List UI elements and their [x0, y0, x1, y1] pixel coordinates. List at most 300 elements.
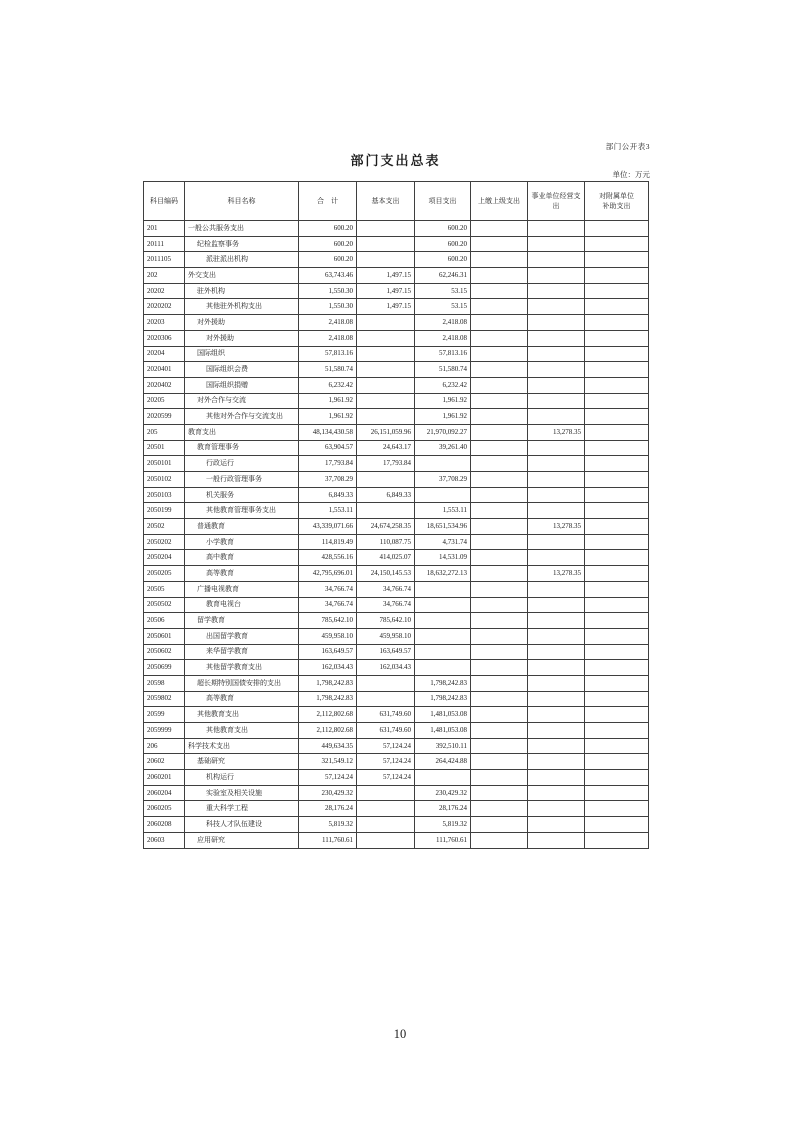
corner-table-label: 部门公开表3 [605, 142, 650, 151]
col-header-subsidy-label: 对附属单位补助支出 [599, 191, 634, 210]
cell-total: 17,793.84 [299, 456, 357, 472]
cell-upper-level-payment [471, 801, 528, 817]
cell-subsidy-to-affiliates [585, 550, 649, 566]
cell-project-expenditure: 18,632,272.13 [415, 566, 471, 582]
table-row [144, 628, 649, 644]
cell-operating-expenditure [528, 456, 585, 472]
cell-basic-expenditure [357, 832, 415, 848]
col-header-subject-code: 科目编码 [144, 182, 185, 221]
table-row [144, 738, 649, 754]
cell-total: 48,134,430.58 [299, 424, 357, 440]
cell-subject-name: 其他留学教育支出 [185, 660, 299, 676]
cell-basic-expenditure [357, 817, 415, 833]
cell-total: 1,961.92 [299, 393, 357, 409]
cell-project-expenditure: 14,531.09 [415, 550, 471, 566]
cell-total: 1,550.30 [299, 299, 357, 315]
expenditure-summary-table [143, 181, 649, 849]
cell-subject-code: 2060204 [144, 785, 185, 801]
cell-upper-level-payment [471, 660, 528, 676]
table-row [144, 299, 649, 315]
cell-subsidy-to-affiliates [585, 832, 649, 848]
cell-operating-expenditure [528, 707, 585, 723]
cell-subject-code: 2050699 [144, 660, 185, 676]
cell-subject-name: 来华留学教育 [185, 644, 299, 660]
cell-basic-expenditure: 57,124.24 [357, 770, 415, 786]
cell-subject-name: 其他对外合作与交流支出 [185, 409, 299, 425]
cell-basic-expenditure: 631,749.60 [357, 723, 415, 739]
cell-operating-expenditure [528, 315, 585, 331]
cell-basic-expenditure [357, 785, 415, 801]
cell-subject-name: 对外合作与交流 [185, 393, 299, 409]
cell-total: 785,642.10 [299, 613, 357, 629]
cell-subject-name: 派驻派出机构 [185, 252, 299, 268]
cell-project-expenditure: 600.20 [415, 252, 471, 268]
table-row [144, 723, 649, 739]
cell-project-expenditure: 62,246.31 [415, 268, 471, 284]
cell-subject-name: 其他驻外机构支出 [185, 299, 299, 315]
cell-subject-name: 高中教育 [185, 550, 299, 566]
table-row [144, 440, 649, 456]
cell-operating-expenditure [528, 675, 585, 691]
cell-subsidy-to-affiliates [585, 268, 649, 284]
cell-upper-level-payment [471, 597, 528, 613]
cell-total: 2,112,802.68 [299, 723, 357, 739]
table-row [144, 754, 649, 770]
col-header-project-expenditure: 项目支出 [415, 182, 471, 221]
cell-subject-code: 20603 [144, 832, 185, 848]
cell-subject-code: 2020401 [144, 362, 185, 378]
cell-basic-expenditure [357, 503, 415, 519]
cell-project-expenditure [415, 597, 471, 613]
cell-upper-level-payment [471, 393, 528, 409]
cell-upper-level-payment [471, 785, 528, 801]
table-row [144, 221, 649, 237]
cell-upper-level-payment [471, 534, 528, 550]
cell-subsidy-to-affiliates [585, 424, 649, 440]
cell-project-expenditure: 53.15 [415, 299, 471, 315]
cell-project-expenditure: 230,429.32 [415, 785, 471, 801]
cell-basic-expenditure: 57,124.24 [357, 754, 415, 770]
cell-project-expenditure: 28,176.24 [415, 801, 471, 817]
cell-operating-expenditure [528, 581, 585, 597]
cell-subject-name: 国际组织捐赠 [185, 377, 299, 393]
cell-basic-expenditure: 24,150,145.53 [357, 566, 415, 582]
cell-subject-code: 2020202 [144, 299, 185, 315]
cell-upper-level-payment [471, 409, 528, 425]
cell-subsidy-to-affiliates [585, 487, 649, 503]
cell-basic-expenditure: 1,497.15 [357, 268, 415, 284]
cell-total: 6,232.42 [299, 377, 357, 393]
cell-basic-expenditure [357, 393, 415, 409]
table-row [144, 707, 649, 723]
cell-operating-expenditure: 13,278.35 [528, 566, 585, 582]
cell-subject-code: 20501 [144, 440, 185, 456]
unit-note: 单位：万元 [612, 170, 650, 179]
col-header-total: 合 计 [299, 182, 357, 221]
cell-subject-code: 2050601 [144, 628, 185, 644]
cell-subsidy-to-affiliates [585, 377, 649, 393]
table-row [144, 675, 649, 691]
cell-total: 2,418.08 [299, 330, 357, 346]
cell-subject-name: 外交支出 [185, 268, 299, 284]
cell-subject-name: 广播电视教育 [185, 581, 299, 597]
cell-operating-expenditure [528, 440, 585, 456]
cell-basic-expenditure: 24,674,258.35 [357, 519, 415, 535]
cell-project-expenditure: 1,798,242.83 [415, 675, 471, 691]
table-row [144, 377, 649, 393]
cell-subject-name: 其他教育支出 [185, 723, 299, 739]
cell-project-expenditure: 6,232.42 [415, 377, 471, 393]
cell-upper-level-payment [471, 315, 528, 331]
cell-basic-expenditure [357, 221, 415, 237]
col-header-subject-name: 科目名称 [185, 182, 299, 221]
cell-total: 1,961.92 [299, 409, 357, 425]
cell-upper-level-payment [471, 487, 528, 503]
cell-project-expenditure: 53.15 [415, 283, 471, 299]
table-row [144, 613, 649, 629]
cell-subject-code: 20204 [144, 346, 185, 362]
cell-project-expenditure: 57,813.16 [415, 346, 471, 362]
table-row [144, 315, 649, 331]
table-row [144, 268, 649, 284]
cell-basic-expenditure [357, 346, 415, 362]
cell-operating-expenditure [528, 832, 585, 848]
cell-upper-level-payment [471, 817, 528, 833]
cell-upper-level-payment [471, 738, 528, 754]
cell-project-expenditure [415, 487, 471, 503]
cell-subject-code: 2050602 [144, 644, 185, 660]
cell-project-expenditure: 111,760.61 [415, 832, 471, 848]
col-header-operating-expenditure: 事业单位经营支出 [528, 182, 585, 221]
cell-upper-level-payment [471, 252, 528, 268]
cell-basic-expenditure: 26,151,059.96 [357, 424, 415, 440]
cell-upper-level-payment [471, 362, 528, 378]
cell-total: 63,743.46 [299, 268, 357, 284]
cell-basic-expenditure [357, 472, 415, 488]
cell-project-expenditure: 21,970,092.27 [415, 424, 471, 440]
cell-operating-expenditure [528, 738, 585, 754]
cell-basic-expenditure [357, 409, 415, 425]
cell-subject-name: 高等教育 [185, 566, 299, 582]
col-header-subsidy-to-affiliates [585, 182, 649, 221]
cell-basic-expenditure [357, 691, 415, 707]
cell-basic-expenditure: 162,034.43 [357, 660, 415, 676]
cell-subject-name: 实验室及相关设施 [185, 785, 299, 801]
cell-total: 1,798,242.83 [299, 675, 357, 691]
cell-operating-expenditure [528, 597, 585, 613]
cell-basic-expenditure: 24,643.17 [357, 440, 415, 456]
cell-subsidy-to-affiliates [585, 613, 649, 629]
cell-total: 37,708.29 [299, 472, 357, 488]
cell-basic-expenditure [357, 801, 415, 817]
cell-subject-name: 小学教育 [185, 534, 299, 550]
cell-operating-expenditure [528, 362, 585, 378]
cell-subsidy-to-affiliates [585, 252, 649, 268]
cell-subsidy-to-affiliates [585, 817, 649, 833]
cell-upper-level-payment [471, 503, 528, 519]
cell-basic-expenditure: 17,793.84 [357, 456, 415, 472]
cell-subsidy-to-affiliates [585, 770, 649, 786]
cell-project-expenditure: 37,708.29 [415, 472, 471, 488]
cell-upper-level-payment [471, 472, 528, 488]
cell-subject-code: 2050103 [144, 487, 185, 503]
cell-subsidy-to-affiliates [585, 362, 649, 378]
cell-subject-name: 留学教育 [185, 613, 299, 629]
cell-basic-expenditure: 34,766.74 [357, 597, 415, 613]
table-row [144, 801, 649, 817]
cell-basic-expenditure [357, 330, 415, 346]
cell-subject-code: 20202 [144, 283, 185, 299]
cell-subject-code: 202 [144, 268, 185, 284]
cell-operating-expenditure [528, 330, 585, 346]
cell-project-expenditure: 600.20 [415, 236, 471, 252]
cell-upper-level-payment [471, 456, 528, 472]
cell-operating-expenditure [528, 817, 585, 833]
page-number: 10 [393, 1027, 407, 1041]
cell-subject-code: 20598 [144, 675, 185, 691]
table-row [144, 785, 649, 801]
table-row [144, 660, 649, 676]
cell-subsidy-to-affiliates [585, 440, 649, 456]
header-row [144, 182, 649, 221]
cell-upper-level-payment [471, 581, 528, 597]
cell-basic-expenditure: 414,025.07 [357, 550, 415, 566]
table-row [144, 832, 649, 848]
cell-subject-name: 高等教育 [185, 691, 299, 707]
cell-upper-level-payment [471, 283, 528, 299]
cell-subsidy-to-affiliates [585, 597, 649, 613]
cell-operating-expenditure [528, 299, 585, 315]
cell-upper-level-payment [471, 236, 528, 252]
cell-operating-expenditure [528, 660, 585, 676]
cell-total: 34,766.74 [299, 581, 357, 597]
cell-upper-level-payment [471, 377, 528, 393]
cell-operating-expenditure [528, 283, 585, 299]
cell-operating-expenditure [528, 534, 585, 550]
cell-total: 57,124.24 [299, 770, 357, 786]
cell-total: 51,580.74 [299, 362, 357, 378]
cell-subject-name: 驻外机构 [185, 283, 299, 299]
cell-operating-expenditure [528, 409, 585, 425]
col-header-upper-level-payment: 上缴上级支出 [471, 182, 528, 221]
cell-upper-level-payment [471, 723, 528, 739]
cell-project-expenditure: 4,731.74 [415, 534, 471, 550]
table-row [144, 503, 649, 519]
cell-operating-expenditure [528, 472, 585, 488]
cell-operating-expenditure: 13,278.35 [528, 519, 585, 535]
cell-basic-expenditure [357, 362, 415, 378]
cell-subsidy-to-affiliates [585, 299, 649, 315]
table-row [144, 330, 649, 346]
cell-subject-code: 2050502 [144, 597, 185, 613]
cell-subsidy-to-affiliates [585, 315, 649, 331]
cell-subject-name: 教育电视台 [185, 597, 299, 613]
cell-basic-expenditure: 1,497.15 [357, 283, 415, 299]
cell-subject-code: 2060205 [144, 801, 185, 817]
table-row [144, 456, 649, 472]
cell-basic-expenditure: 785,642.10 [357, 613, 415, 629]
table-row [144, 424, 649, 440]
cell-project-expenditure: 264,424.88 [415, 754, 471, 770]
cell-total: 5,819.32 [299, 817, 357, 833]
cell-subject-code: 20506 [144, 613, 185, 629]
cell-operating-expenditure [528, 268, 585, 284]
cell-total: 428,556.16 [299, 550, 357, 566]
cell-basic-expenditure [357, 315, 415, 331]
cell-operating-expenditure [528, 393, 585, 409]
cell-subject-code: 2060201 [144, 770, 185, 786]
cell-subject-code: 2050102 [144, 472, 185, 488]
table-row [144, 393, 649, 409]
cell-subject-name: 机构运行 [185, 770, 299, 786]
cell-subsidy-to-affiliates [585, 691, 649, 707]
cell-operating-expenditure [528, 770, 585, 786]
cell-subject-code: 2020599 [144, 409, 185, 425]
cell-operating-expenditure [528, 613, 585, 629]
cell-subject-name: 机关服务 [185, 487, 299, 503]
cell-total: 114,819.49 [299, 534, 357, 550]
cell-total: 459,958.10 [299, 628, 357, 644]
cell-subject-name: 对外援助 [185, 315, 299, 331]
cell-subsidy-to-affiliates [585, 566, 649, 582]
cell-total: 1,550.30 [299, 283, 357, 299]
cell-subject-name: 其他教育管理事务支出 [185, 503, 299, 519]
cell-operating-expenditure [528, 252, 585, 268]
cell-total: 63,904.57 [299, 440, 357, 456]
cell-subject-name: 一般行政管理事务 [185, 472, 299, 488]
cell-subsidy-to-affiliates [585, 801, 649, 817]
cell-subject-code: 20205 [144, 393, 185, 409]
table-row [144, 283, 649, 299]
cell-subject-code: 20602 [144, 754, 185, 770]
cell-project-expenditure: 1,961.92 [415, 409, 471, 425]
cell-subsidy-to-affiliates [585, 472, 649, 488]
cell-basic-expenditure: 1,497.15 [357, 299, 415, 315]
cell-operating-expenditure [528, 723, 585, 739]
cell-total: 600.20 [299, 252, 357, 268]
page-title: 部门支出总表 [350, 153, 441, 168]
table-row [144, 519, 649, 535]
cell-subsidy-to-affiliates [585, 456, 649, 472]
cell-total: 600.20 [299, 221, 357, 237]
cell-operating-expenditure [528, 221, 585, 237]
cell-upper-level-payment [471, 519, 528, 535]
cell-subsidy-to-affiliates [585, 534, 649, 550]
cell-basic-expenditure: 459,958.10 [357, 628, 415, 644]
cell-subsidy-to-affiliates [585, 393, 649, 409]
table-row [144, 597, 649, 613]
cell-total: 1,553.11 [299, 503, 357, 519]
cell-upper-level-payment [471, 299, 528, 315]
cell-subject-name: 行政运行 [185, 456, 299, 472]
cell-operating-expenditure [528, 346, 585, 362]
cell-operating-expenditure [528, 644, 585, 660]
table-body [144, 221, 649, 849]
cell-upper-level-payment [471, 754, 528, 770]
cell-operating-expenditure [528, 801, 585, 817]
table-row [144, 550, 649, 566]
cell-upper-level-payment [471, 832, 528, 848]
cell-basic-expenditure [357, 377, 415, 393]
cell-subject-code: 2050202 [144, 534, 185, 550]
cell-subsidy-to-affiliates [585, 409, 649, 425]
cell-project-expenditure [415, 644, 471, 660]
cell-subject-code: 2050205 [144, 566, 185, 582]
table-row [144, 362, 649, 378]
cell-project-expenditure: 392,510.11 [415, 738, 471, 754]
cell-project-expenditure: 1,481,053.08 [415, 707, 471, 723]
cell-total: 6,849.33 [299, 487, 357, 503]
cell-subject-code: 2060208 [144, 817, 185, 833]
cell-subject-code: 206 [144, 738, 185, 754]
table-row [144, 252, 649, 268]
cell-subject-code: 2020306 [144, 330, 185, 346]
cell-subject-name: 纪检监察事务 [185, 236, 299, 252]
cell-subject-name: 科技人才队伍建设 [185, 817, 299, 833]
cell-total: 28,176.24 [299, 801, 357, 817]
col-header-basic-expenditure: 基本支出 [357, 182, 415, 221]
cell-upper-level-payment [471, 440, 528, 456]
cell-subsidy-to-affiliates [585, 581, 649, 597]
cell-subject-name: 科学技术支出 [185, 738, 299, 754]
table-row [144, 581, 649, 597]
table-row [144, 409, 649, 425]
cell-subject-code: 2059999 [144, 723, 185, 739]
cell-upper-level-payment [471, 691, 528, 707]
cell-subject-name: 应用研究 [185, 832, 299, 848]
cell-project-expenditure: 2,418.08 [415, 330, 471, 346]
table-header [144, 182, 649, 221]
cell-subject-name: 国际组织 [185, 346, 299, 362]
cell-subject-code: 20502 [144, 519, 185, 535]
cell-upper-level-payment [471, 613, 528, 629]
cell-project-expenditure [415, 456, 471, 472]
cell-total: 2,418.08 [299, 315, 357, 331]
cell-subsidy-to-affiliates [585, 707, 649, 723]
cell-total: 230,429.32 [299, 785, 357, 801]
cell-subject-code: 2059802 [144, 691, 185, 707]
cell-upper-level-payment [471, 221, 528, 237]
cell-total: 42,795,696.01 [299, 566, 357, 582]
cell-subject-name: 基础研究 [185, 754, 299, 770]
cell-total: 34,766.74 [299, 597, 357, 613]
cell-project-expenditure [415, 613, 471, 629]
table-row [144, 817, 649, 833]
cell-total: 2,112,802.68 [299, 707, 357, 723]
table-row [144, 487, 649, 503]
cell-upper-level-payment [471, 330, 528, 346]
cell-subject-name: 重大科学工程 [185, 801, 299, 817]
cell-basic-expenditure [357, 252, 415, 268]
cell-operating-expenditure [528, 377, 585, 393]
cell-subject-name: 教育支出 [185, 424, 299, 440]
cell-subject-code: 201 [144, 221, 185, 237]
cell-project-expenditure: 1,961.92 [415, 393, 471, 409]
cell-basic-expenditure: 57,124.24 [357, 738, 415, 754]
cell-subject-name: 出国留学教育 [185, 628, 299, 644]
cell-basic-expenditure [357, 236, 415, 252]
table-row [144, 472, 649, 488]
cell-project-expenditure: 600.20 [415, 221, 471, 237]
cell-project-expenditure [415, 581, 471, 597]
cell-project-expenditure [415, 628, 471, 644]
cell-operating-expenditure [528, 785, 585, 801]
cell-total: 57,813.16 [299, 346, 357, 362]
cell-project-expenditure: 2,418.08 [415, 315, 471, 331]
cell-subject-code: 20505 [144, 581, 185, 597]
cell-basic-expenditure: 163,649.57 [357, 644, 415, 660]
cell-subsidy-to-affiliates [585, 236, 649, 252]
